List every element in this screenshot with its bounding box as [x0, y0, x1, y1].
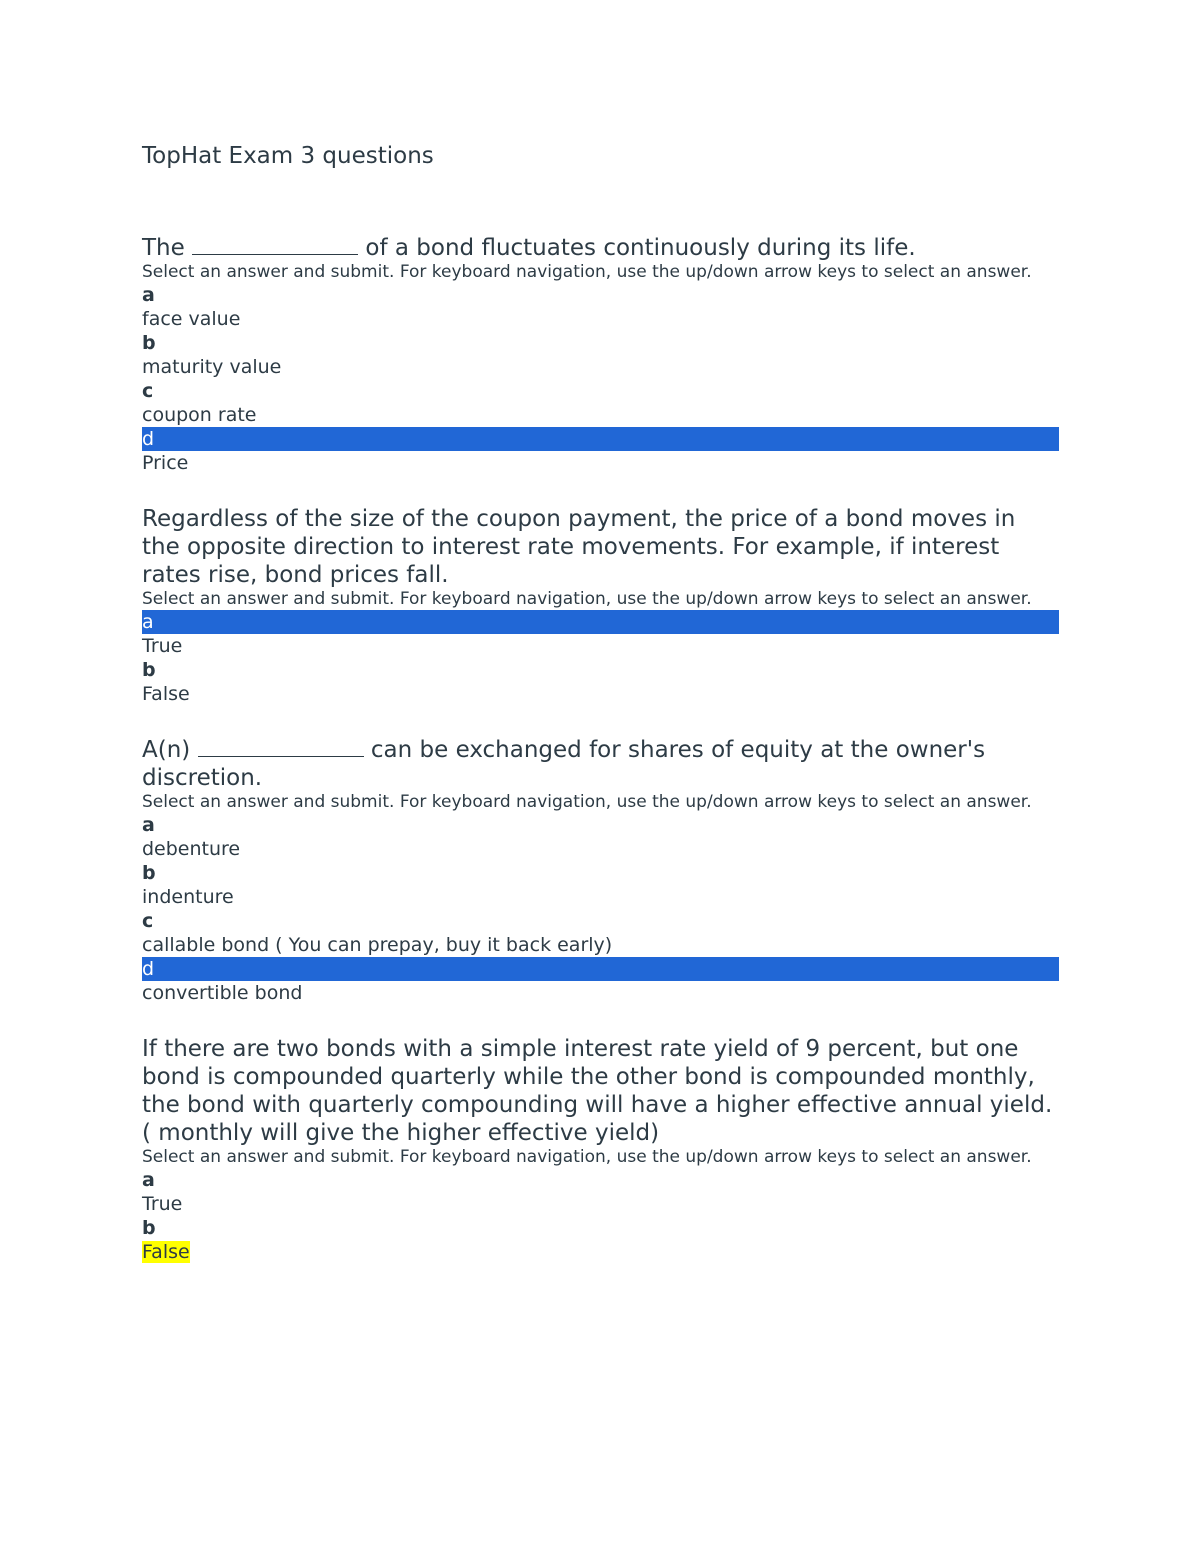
option-letter-b[interactable]: b: [142, 862, 156, 884]
option-letter-a[interactable]: a: [142, 814, 155, 836]
fill-in-blank: [198, 738, 364, 757]
question-3-text-before: A(n): [142, 737, 191, 763]
question-3-text-after: can be exchanged for shares of equity at the owner's discretion.: [142, 737, 986, 791]
question-3-text: [142, 736, 1059, 792]
option-text-a[interactable]: face value: [142, 308, 241, 330]
option-text-b[interactable]: [142, 1240, 1059, 1264]
fill-in-blank: [192, 236, 358, 255]
option-text-a[interactable]: True: [142, 1193, 183, 1215]
option-letter-a[interactable]: a: [142, 1169, 155, 1191]
option-letter-d-selected[interactable]: d: [142, 957, 1059, 981]
answer-instructions: Select an answer and submit. For keyboard navigation, use the up/down arrow keys to select an answer.: [142, 262, 1032, 282]
option-letter-b[interactable]: b: [142, 1217, 156, 1239]
option-text-d[interactable]: Price: [142, 452, 189, 474]
question-1-text: [142, 234, 1059, 262]
question-2-text: Regardless of the size of the coupon payment, the price of a bond moves in the opposite direction to interest rate movements. For example, if interest rates rise, bond prices fall.: [142, 506, 1016, 588]
option-text-c[interactable]: coupon rate: [142, 404, 257, 426]
answer-instructions: Select an answer and submit. For keyboard navigation, use the up/down arrow keys to select an answer.: [142, 1147, 1032, 1167]
option-text-a[interactable]: True: [142, 635, 183, 657]
question-4: [142, 1035, 1059, 1264]
question-1-text-before: The: [142, 235, 185, 261]
option-text-a[interactable]: debenture: [142, 838, 241, 860]
option-letter-b[interactable]: b: [142, 332, 156, 354]
question-4-text: If there are two bonds with a simple interest rate yield of 9 percent, but one bond is compounded quarterly while the other bond is compounded monthly, the bond with quarterly compounding will have a higher effective annual yield. ( monthly will give the higher effective yield): [142, 1036, 1053, 1146]
answer-instructions: Select an answer and submit. For keyboard navigation, use the up/down arrow keys to select an answer.: [142, 589, 1032, 609]
option-letter-a-selected[interactable]: a: [142, 610, 1059, 634]
option-letter-d-selected[interactable]: d: [142, 427, 1059, 451]
question-1-text-after: of a bond fluctuates continuously during its life.: [365, 235, 916, 261]
document-title: TopHat Exam 3 questions: [142, 143, 434, 169]
option-text-b[interactable]: maturity value: [142, 356, 282, 378]
option-text-b[interactable]: False: [142, 683, 190, 705]
highlighted-answer: False: [142, 1241, 190, 1263]
question-3: [142, 736, 1059, 1005]
option-text-b[interactable]: indenture: [142, 886, 234, 908]
option-letter-c[interactable]: c: [142, 380, 154, 402]
question-1: [142, 234, 1059, 475]
option-letter-b[interactable]: b: [142, 659, 156, 681]
option-text-d[interactable]: convertible bond: [142, 982, 303, 1004]
option-text-c[interactable]: callable bond ( You can prepay, buy it back early): [142, 934, 613, 956]
option-letter-c[interactable]: c: [142, 910, 154, 932]
question-2: [142, 505, 1059, 706]
answer-instructions: Select an answer and submit. For keyboard navigation, use the up/down arrow keys to select an answer.: [142, 792, 1032, 812]
option-letter-a[interactable]: a: [142, 284, 155, 306]
document-page: [142, 140, 1059, 1284]
